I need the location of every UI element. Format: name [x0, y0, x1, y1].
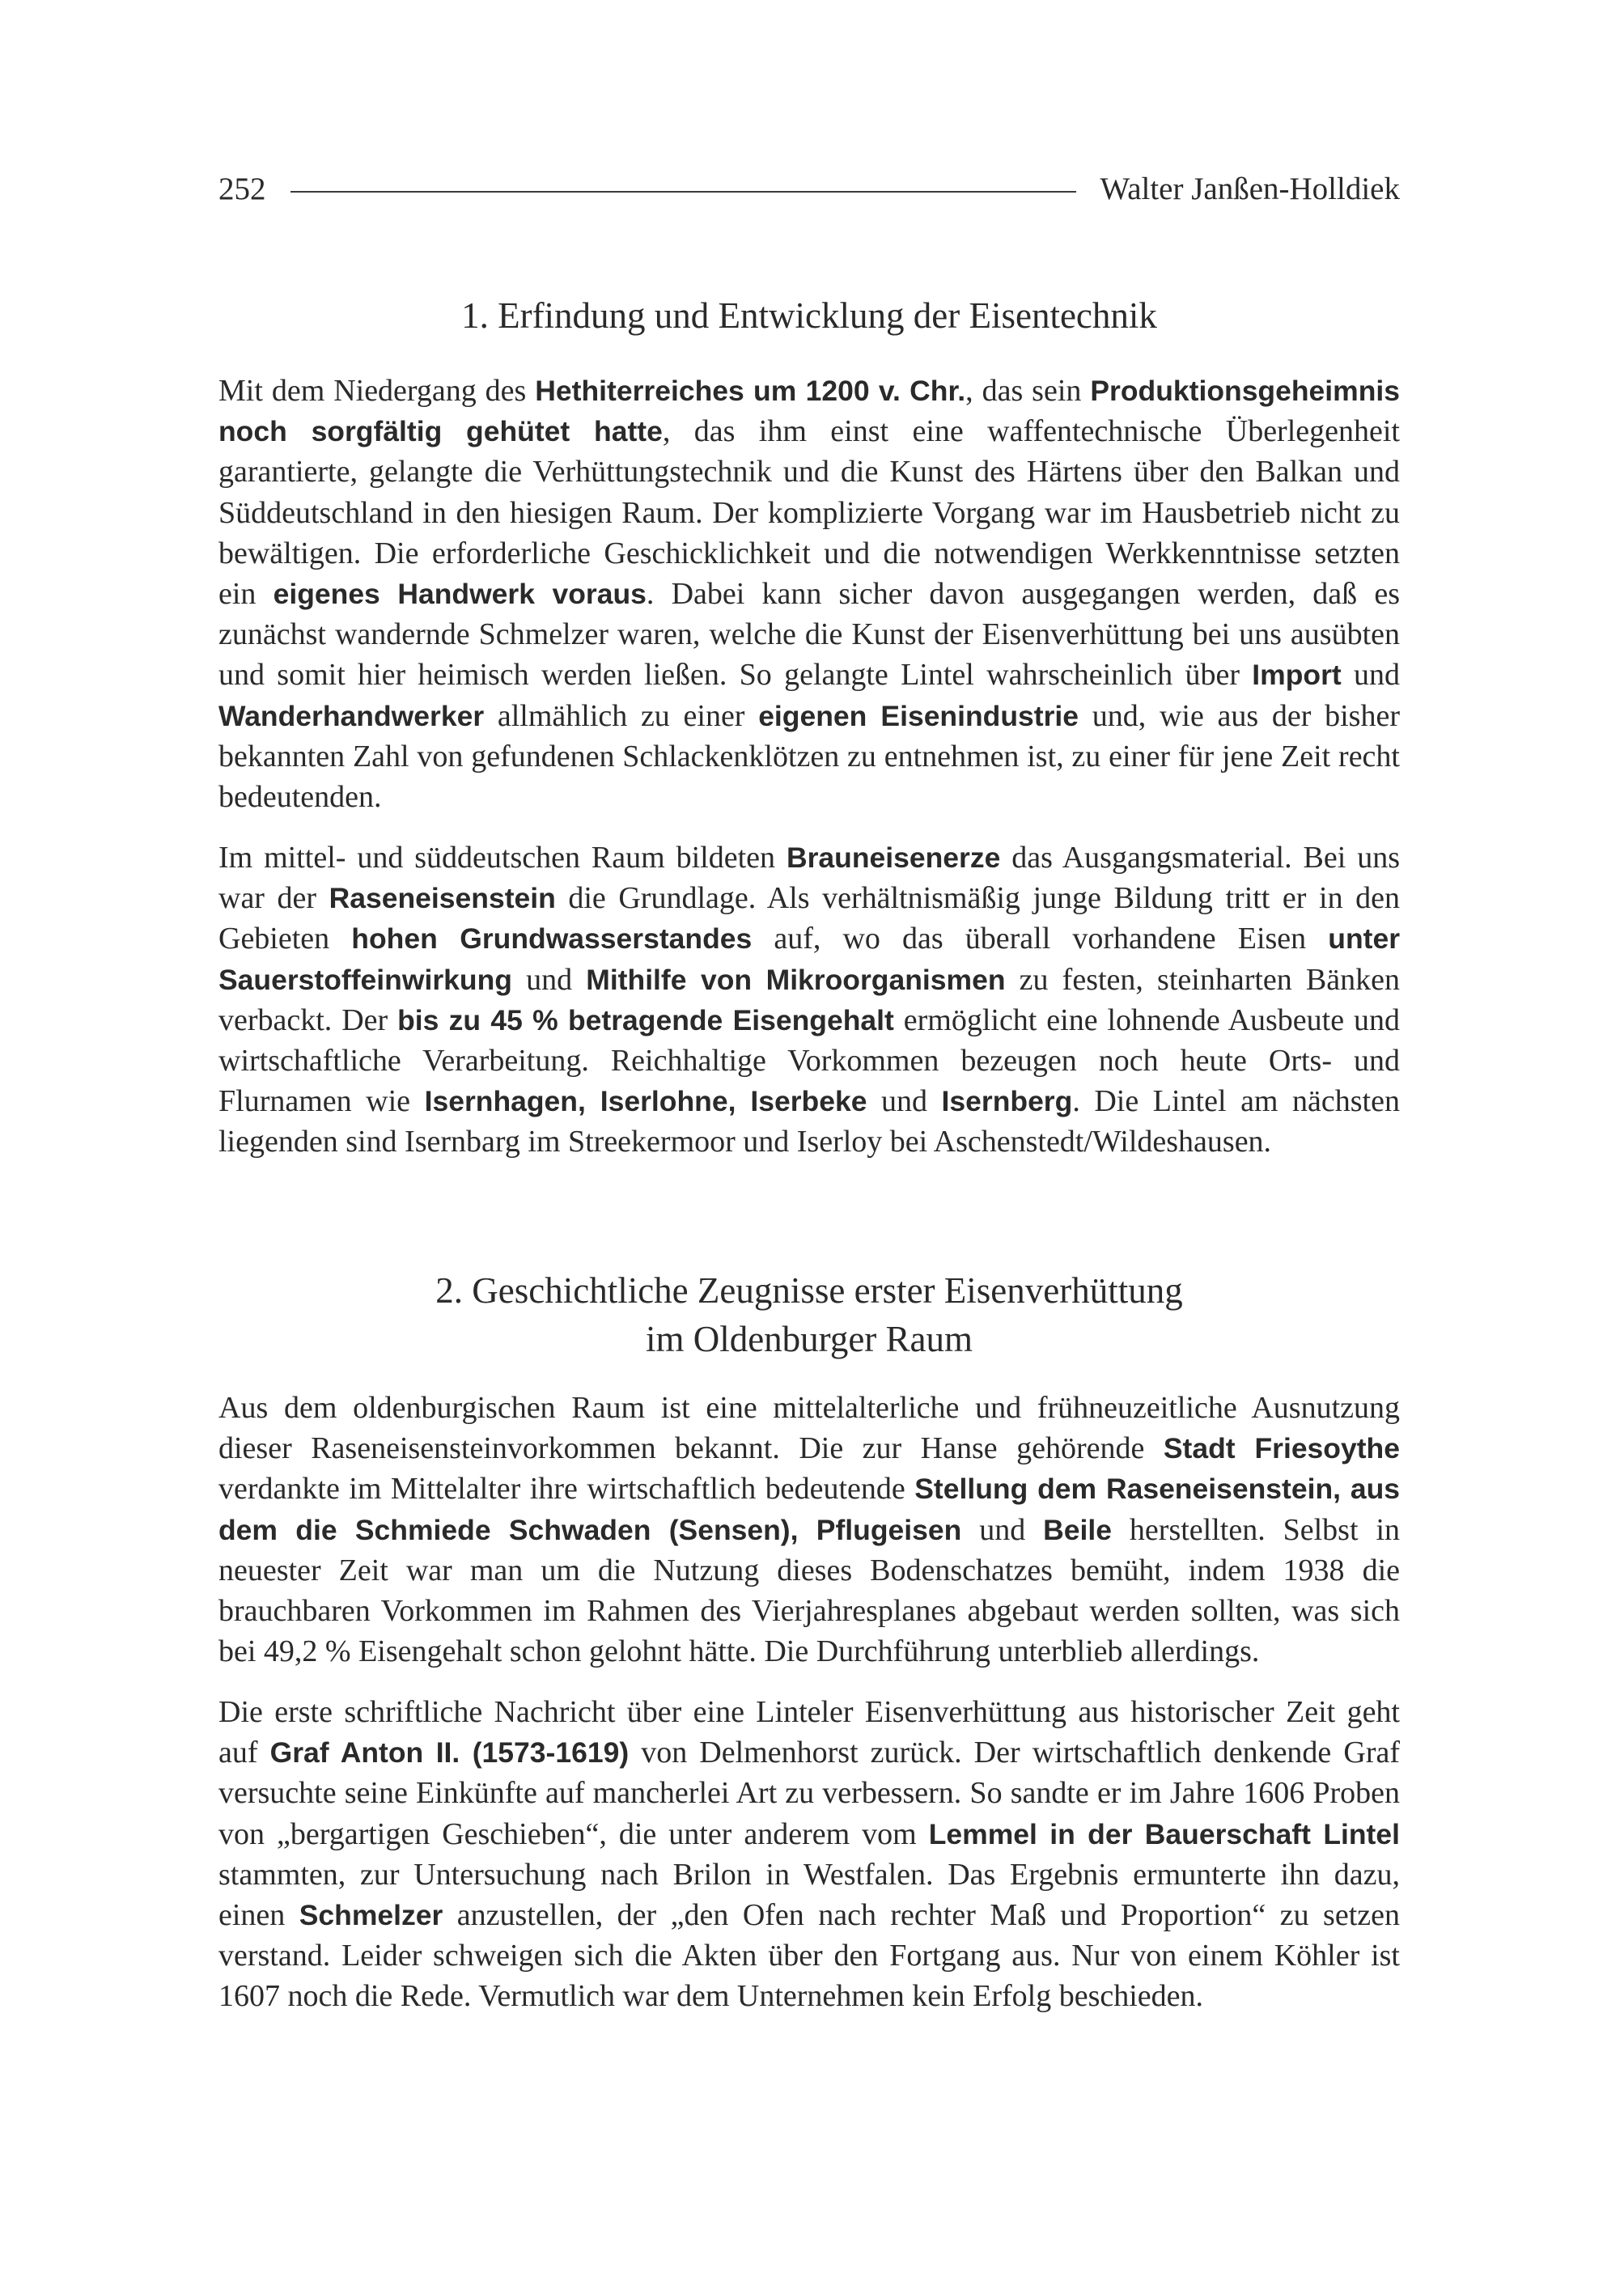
page-header — [218, 168, 1400, 209]
running-head: Walter Janßen-Holldiek — [1100, 171, 1400, 206]
bold-phrase: bis zu 45 % betragende Eisengehalt — [397, 1003, 894, 1036]
header-rule — [290, 191, 1076, 193]
section-1-title: 1. Erfindung und Entwicklung der Eisentechnik — [461, 295, 1157, 336]
text-run: Aus dem oldenburgischen Raum ist eine mittelalterliche und frühneuzeitliche Ausnutzung dieser Raseneisensteinvorkommen bekannt. Die zur Hanse gehörende — [218, 1391, 1400, 1466]
bold-phrase: Isernhagen, Iserlohne, Iserbeke — [424, 1085, 867, 1118]
text-run: und — [1341, 658, 1400, 693]
bold-phrase: Schmelzer — [299, 1899, 443, 1932]
text-run: . Dabei kann sicher davon ausgegangen werden, daß es zunächst wandernde Schmelzer waren, welche die Kunst der Eisenverhüttung bei uns ausübten und somit hier heimisch werden ließen. So gelangte Lintel wahrscheinlich über — [218, 577, 1400, 693]
text-run: anzustellen, der „den Ofen nach rechter Maß und Proportion“ zu setzen verstand. Leider schweigen sich die Akten über den Fortgang aus. Nur von einem Köhler ist 1607 noch die Rede. Vermutlich war dem Unternehmen kein Erfolg beschieden. — [218, 1898, 1400, 2014]
bold-phrase: Produktionsgeheimnis noch sorgfältig gehütet hatte — [218, 375, 1401, 448]
page-number: 252 — [218, 171, 266, 206]
bold-phrase: eigenen Eisenindustrie — [758, 699, 1079, 732]
text-run: Mit dem Niedergang des — [218, 374, 536, 408]
text-run: stammten, zur Untersuchung nach Brilon in Westfalen. Das Ergebnis ermunterte ihn dazu, einen — [218, 1857, 1400, 1933]
text-run: Im mittel- und süddeutschen Raum bildeten — [218, 841, 787, 875]
bold-phrase: Mithilfe von Mikroorganismen — [586, 963, 1006, 996]
text-run: und — [511, 962, 587, 997]
bold-phrase: unter Sauerstoffeinwirkung — [218, 922, 1401, 996]
bold-phrase: hohen Grundwasserstandes — [351, 922, 753, 956]
section-2-title-line-1: 2. Geschichtliche Zeugnisse erster Eisenverhüttung — [435, 1270, 1183, 1311]
text-run: . Die Lintel am nächsten liegenden sind Isernbarg im Streekermoor und Iserloy bei Aschenstedt/Wildeshausen. — [218, 1084, 1400, 1159]
text-run: und, wie aus der bisher bekannten Zahl von gefundenen Schlackenklötzen zu entnehmen ist, zu einer für jene Zeit recht bedeutenden. — [218, 698, 1400, 815]
text-run: Die erste schriftliche Nachricht über eine Linteler Eisenverhüttung aus historischer Zeit geht auf — [218, 1695, 1400, 1770]
text-run: die Grundlage. Als verhältnismäßig junge Bildung tritt er in den Gebieten — [218, 881, 1401, 956]
section-2-paragraph-1 — [218, 1388, 1400, 1672]
section-2-title-line-2: im Oldenburger Raum — [645, 1319, 973, 1359]
text-run: und — [867, 1084, 942, 1119]
text-run: das Ausgangsmaterial. Bei uns war der — [218, 841, 1400, 916]
bold-phrase: Import — [1252, 659, 1342, 692]
text-run: , das sein — [965, 374, 1091, 408]
text-run: zu festen, steinharten Bänken verbackt. Der — [218, 962, 1400, 1037]
bold-phrase: Isernberg — [941, 1085, 1073, 1118]
text-run: herstellten. Selbst in neuester Zeit war man um die Nutzung dieses Bodenschatzes bemüht, indem 1938 die brauchbaren Vorkommen im Rahmen des Vierjahresplanes abgebaut werden sollten, was sich bei 49,2 % Eisengehalt schon gelohnt hätte. Die Durchführung unterblieb allerdings. — [218, 1512, 1400, 1669]
section-1-paragraph-1 — [218, 371, 1400, 817]
bold-phrase: eigenes Handwerk voraus — [273, 578, 647, 611]
text-run: ermöglicht eine lohnende Ausbeute und wirtschaftliche Verarbeitung. Reichhaltige Vorkommen bezeugen noch heute Orts- und Flurnamen wie — [218, 1002, 1401, 1119]
text-run: allmählich zu einer — [484, 698, 759, 733]
bold-phrase: Lemmel in der Bauerschaft Lintel — [928, 1817, 1400, 1850]
text-run: von Delmenhorst zurück. Der wirtschaftlich denkende Graf versuchte seine Einkünfte auf mancherlei Art zu verbessern. So sandte er im Jahre 1606 Proben von „bergartigen Geschieben“, die unter anderem vom — [218, 1736, 1400, 1851]
bold-phrase: Brauneisenerze — [786, 841, 1001, 874]
text-run: verdankte im Mittelalter ihre wirtschaftlich bedeutende — [218, 1472, 915, 1507]
bold-phrase: Stellung dem Raseneisenstein, aus dem die Schmiede Schwaden (Sensen), Pflugeisen — [218, 1473, 1401, 1546]
section-2-paragraph-2 — [218, 1692, 1400, 2017]
text-run: auf, wo das überall vorhandene Eisen — [752, 922, 1329, 956]
bold-phrase: Raseneisenstein — [329, 882, 556, 915]
bold-phrase: Graf Anton II. (1573-1619) — [269, 1736, 630, 1770]
bold-phrase: Wanderhandwerker — [218, 699, 485, 732]
text-run: und — [961, 1512, 1044, 1547]
bold-phrase: Beile — [1043, 1513, 1112, 1546]
bold-phrase: Hethiterreiches um 1200 v. Chr. — [535, 375, 966, 407]
text-run: , das ihm einst eine waffentechnische Überlegenheit garantierte, gelangte die Verhüttungstechnik und die Kunst des Härtens über den Balkan und Süddeutschland in den hiesigen Raum. Der komplizierte Vorgang war im Hausbetrieb nicht zu bewältigen. Die erforderliche Geschicklichkeit und die notwendigen Werkkenntnisse setzten ein — [218, 414, 1400, 612]
bold-phrase: Stadt Friesoythe — [1163, 1432, 1400, 1465]
section-2-title — [218, 1266, 1400, 1363]
section-1-paragraph-2 — [218, 837, 1400, 1163]
